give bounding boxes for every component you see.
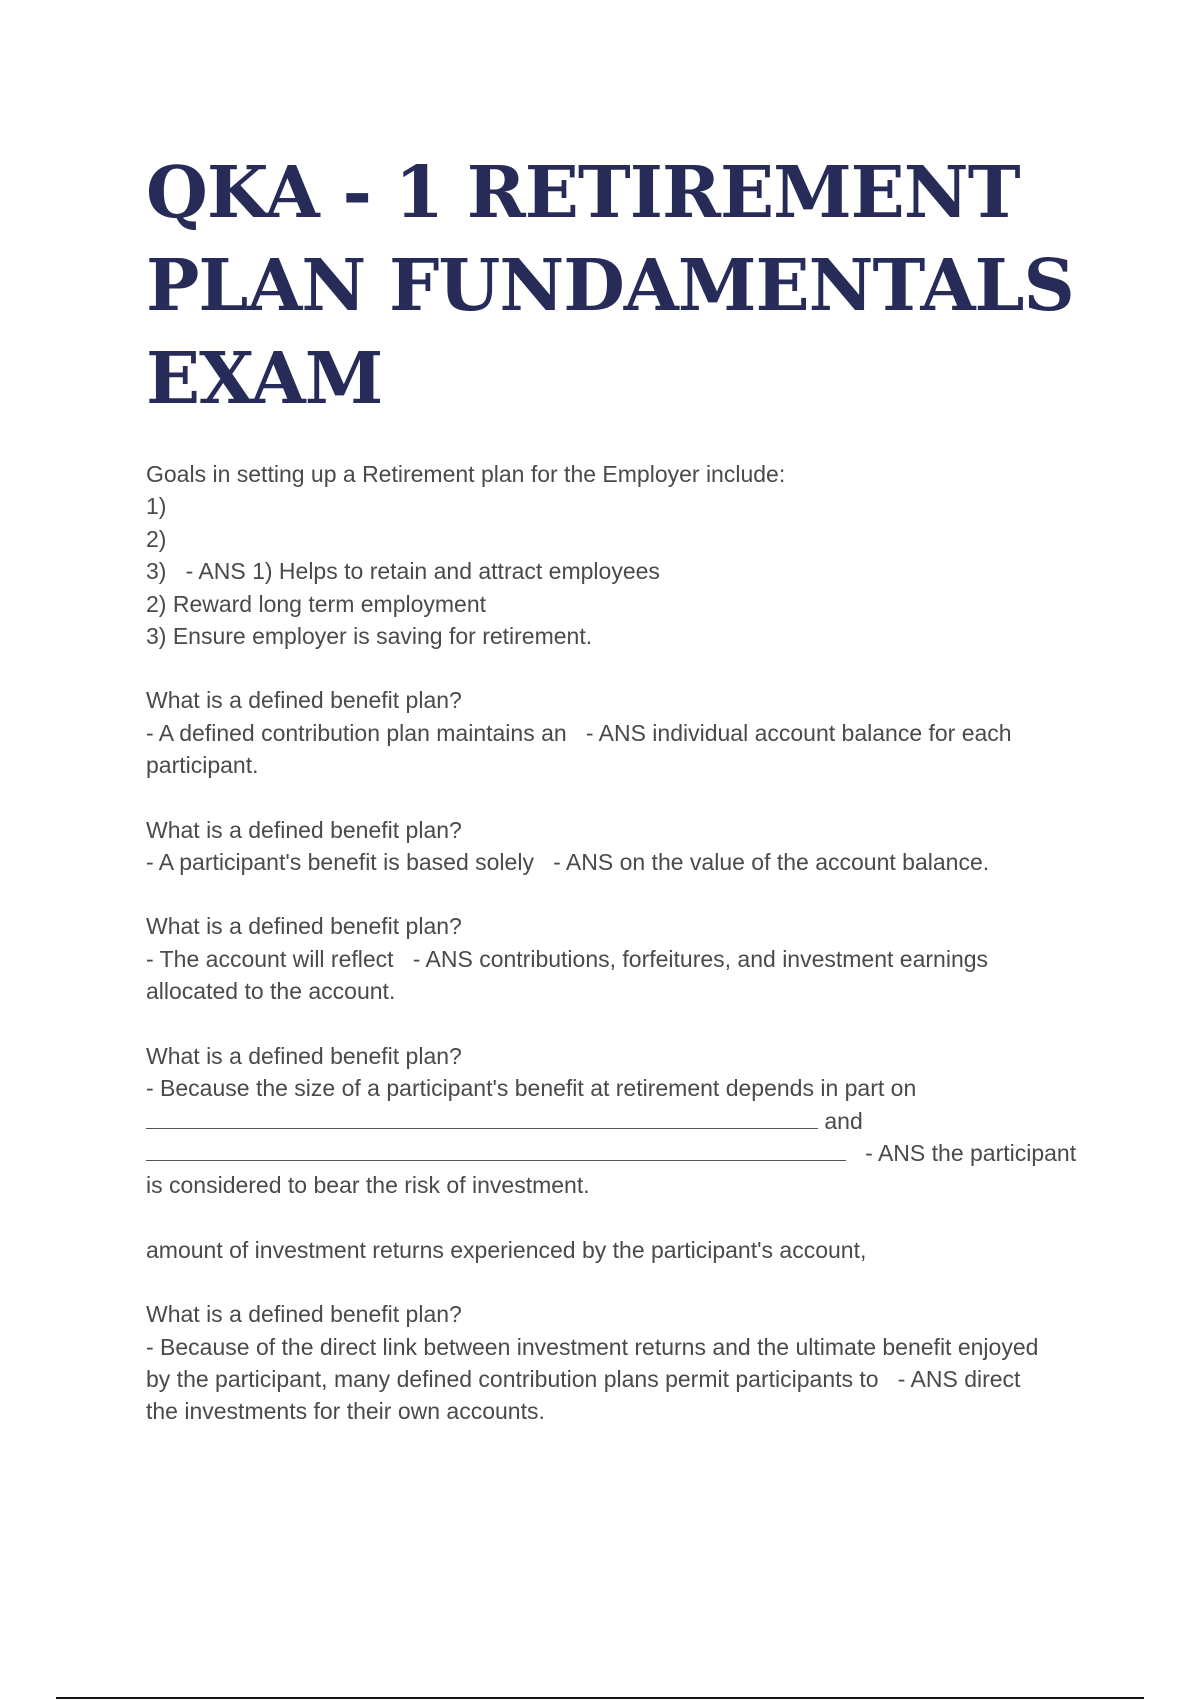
note-text: amount of investment returns experienced by the participant's account,: [146, 1236, 867, 1263]
qa-goals: [146, 458, 1106, 652]
question-text: What is a defined benefit plan?: [146, 913, 462, 940]
answer-text: - Because of the direct link between investment returns and the ultimate benefit enjoyed: [146, 1333, 1039, 1360]
question-text: What is a defined benefit plan?: [146, 816, 462, 843]
qa-item-4: [146, 910, 1106, 1007]
fill-in-line-1: [146, 1105, 1106, 1137]
qa-item-3: [146, 814, 1106, 879]
answer-text: the investments for their own accounts.: [146, 1398, 545, 1425]
answer-text: - Because the size of a participant's benefit at retirement depends in part on: [146, 1075, 917, 1102]
qa-item-6: [146, 1298, 1106, 1428]
question-text: What is a defined benefit plan?: [146, 1042, 462, 1069]
qa-item-5: [146, 1040, 1106, 1202]
page-bottom-rule: [56, 1697, 1144, 1699]
paragraph-gap: [146, 878, 1106, 910]
paragraph-gap: [146, 1202, 1106, 1234]
paragraph-gap: [146, 1008, 1106, 1040]
paragraph-gap: [146, 652, 1106, 684]
answer-text: participant.: [146, 752, 259, 779]
goals-item-1: 1): [146, 493, 167, 520]
answer-text: - A defined contribution plan maintains an - ANS individual account balance for each: [146, 719, 1012, 746]
goals-answer-3: 3) Ensure employer is saving for retirement.: [146, 623, 593, 650]
answer-text: - A participant's benefit is based solely - ANS on the value of the account balance.: [146, 849, 990, 876]
answer-text: by the participant, many defined contribution plans permit participants to - ANS direct: [146, 1365, 1021, 1392]
document-body: [146, 458, 1106, 1428]
blank-suffix: and: [824, 1107, 863, 1134]
question-text: What is a defined benefit plan?: [146, 1301, 462, 1328]
goals-item-3-answer: 3) - ANS 1) Helps to retain and attract employees: [146, 558, 660, 585]
qa-item-2: [146, 684, 1106, 781]
paragraph-gap: [146, 1266, 1106, 1298]
fill-in-blank: [146, 1108, 818, 1129]
fill-in-line-2: [146, 1137, 1106, 1169]
answer-text: is considered to bear the risk of investment.: [146, 1172, 590, 1199]
fill-in-blank: [146, 1140, 846, 1161]
question-text: What is a defined benefit plan?: [146, 687, 462, 714]
blank-suffix: - ANS the participant: [865, 1139, 1077, 1166]
document-title: QKA - 1 RETIREMENT PLAN FUNDAMENTALS EXAM: [146, 150, 1074, 420]
goals-item-2: 2): [146, 525, 167, 552]
goals-answer-2: 2) Reward long term employment: [146, 590, 487, 617]
paragraph-gap: [146, 782, 1106, 814]
goals-question: Goals in setting up a Retirement plan for the Employer include:: [146, 461, 786, 487]
answer-text: allocated to the account.: [146, 978, 396, 1005]
answer-text: - The account will reflect - ANS contributions, forfeitures, and investment earnings: [146, 945, 989, 972]
